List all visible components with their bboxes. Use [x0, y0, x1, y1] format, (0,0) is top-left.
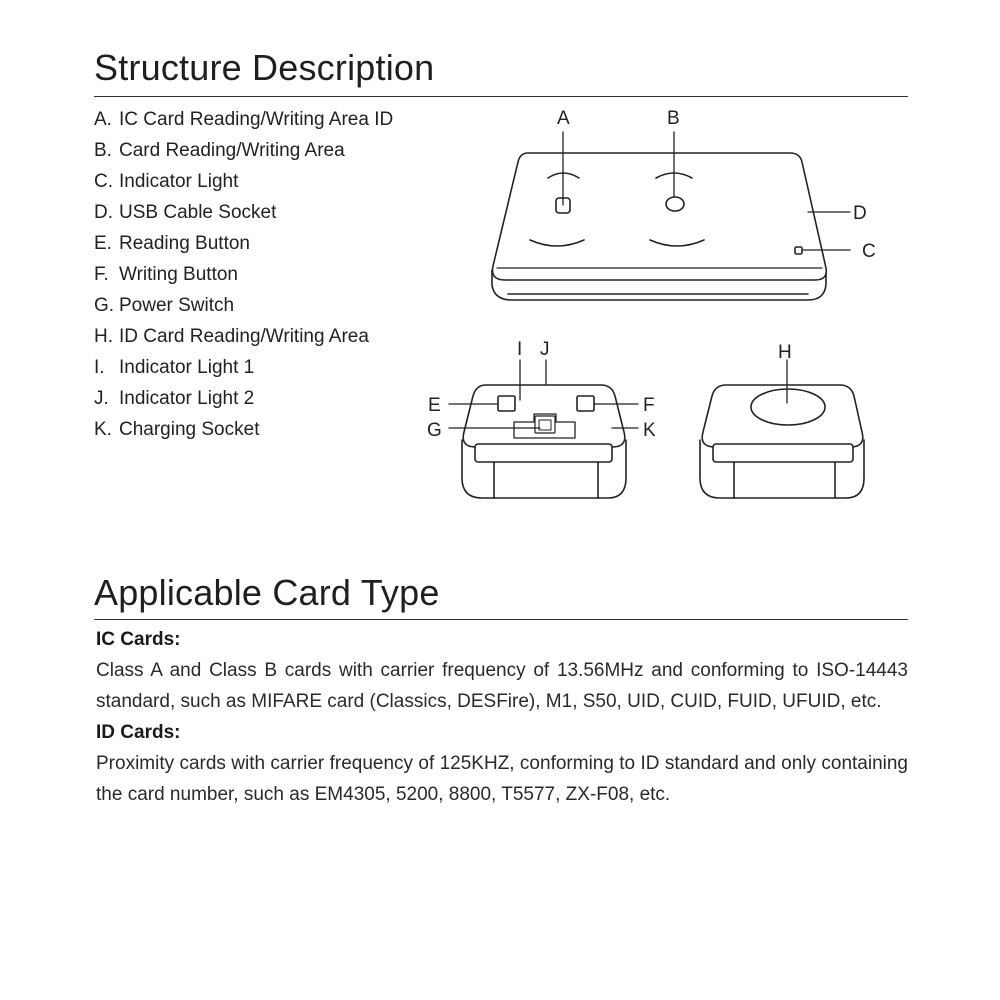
device-front-illustration	[449, 360, 638, 498]
device-diagram	[420, 100, 900, 510]
label-f: F	[643, 395, 655, 416]
card-reader-illustration	[492, 132, 850, 300]
item-text: Reading Button	[119, 233, 250, 254]
label-d: D	[853, 203, 867, 224]
list-item	[94, 352, 393, 383]
item-letter: D.	[94, 202, 113, 223]
item-text: Indicator Light 2	[119, 388, 255, 409]
device-back-illustration	[700, 360, 864, 498]
list-item	[94, 228, 393, 259]
list-item	[94, 290, 393, 321]
item-text: ID Card Reading/Writing Area	[119, 326, 369, 347]
item-letter: H.	[94, 326, 113, 347]
card-type-divider	[94, 619, 908, 620]
item-text: Writing Button	[119, 264, 238, 285]
item-letter: K.	[94, 419, 112, 440]
item-letter: F.	[94, 264, 109, 285]
label-g: G	[427, 420, 442, 441]
label-i: I	[517, 339, 523, 360]
label-c: C	[862, 241, 876, 262]
card-type-title: Applicable Card Type	[94, 572, 440, 613]
list-item	[94, 383, 393, 414]
ic-cards-text: Class A and Class B cards with carrier frequency of 13.56MHz and conforming to ISO-14443 standard, such as MIFARE card (Classics, DESFire), M1, S50, UID, CUID, FUID, UFUID, etc.	[96, 660, 908, 712]
item-text: Charging Socket	[119, 419, 260, 440]
label-k: K	[643, 420, 656, 441]
item-letter: B.	[94, 140, 112, 161]
structure-divider	[94, 96, 908, 97]
item-letter: A.	[94, 109, 112, 130]
item-letter: C.	[94, 171, 113, 192]
label-h: H	[778, 342, 792, 363]
item-text: Card Reading/Writing Area	[119, 140, 345, 161]
item-text: Power Switch	[119, 295, 235, 316]
label-b: B	[667, 108, 680, 129]
list-item	[94, 166, 393, 197]
card-type-section	[96, 624, 908, 810]
list-item	[94, 135, 393, 166]
list-item	[94, 104, 393, 135]
item-text: Indicator Light 1	[119, 357, 255, 378]
item-letter: G.	[94, 295, 115, 316]
list-item	[94, 259, 393, 290]
label-a: A	[557, 108, 570, 129]
item-letter: I.	[94, 357, 105, 378]
id-cards-text: Proximity cards with carrier frequency of 125KHZ, conforming to ID standard and only containing the card number, such as EM4305, 5200, 8800, T5577, ZX-F08, etc.	[96, 753, 908, 805]
item-letter: J.	[94, 388, 109, 409]
list-item	[94, 321, 393, 352]
list-item	[94, 414, 393, 445]
item-text: IC Card Reading/Writing Area ID	[119, 109, 394, 130]
label-j: J	[540, 339, 550, 360]
parts-list	[94, 104, 393, 445]
item-text: USB Cable Socket	[119, 202, 277, 223]
list-item	[94, 197, 393, 228]
structure-title: Structure Description	[94, 47, 435, 88]
item-text: Indicator Light	[119, 171, 239, 192]
ic-cards-heading: IC Cards:	[96, 629, 181, 650]
id-cards-heading: ID Cards:	[96, 722, 181, 743]
item-letter: E.	[94, 233, 112, 254]
label-e: E	[428, 395, 441, 416]
